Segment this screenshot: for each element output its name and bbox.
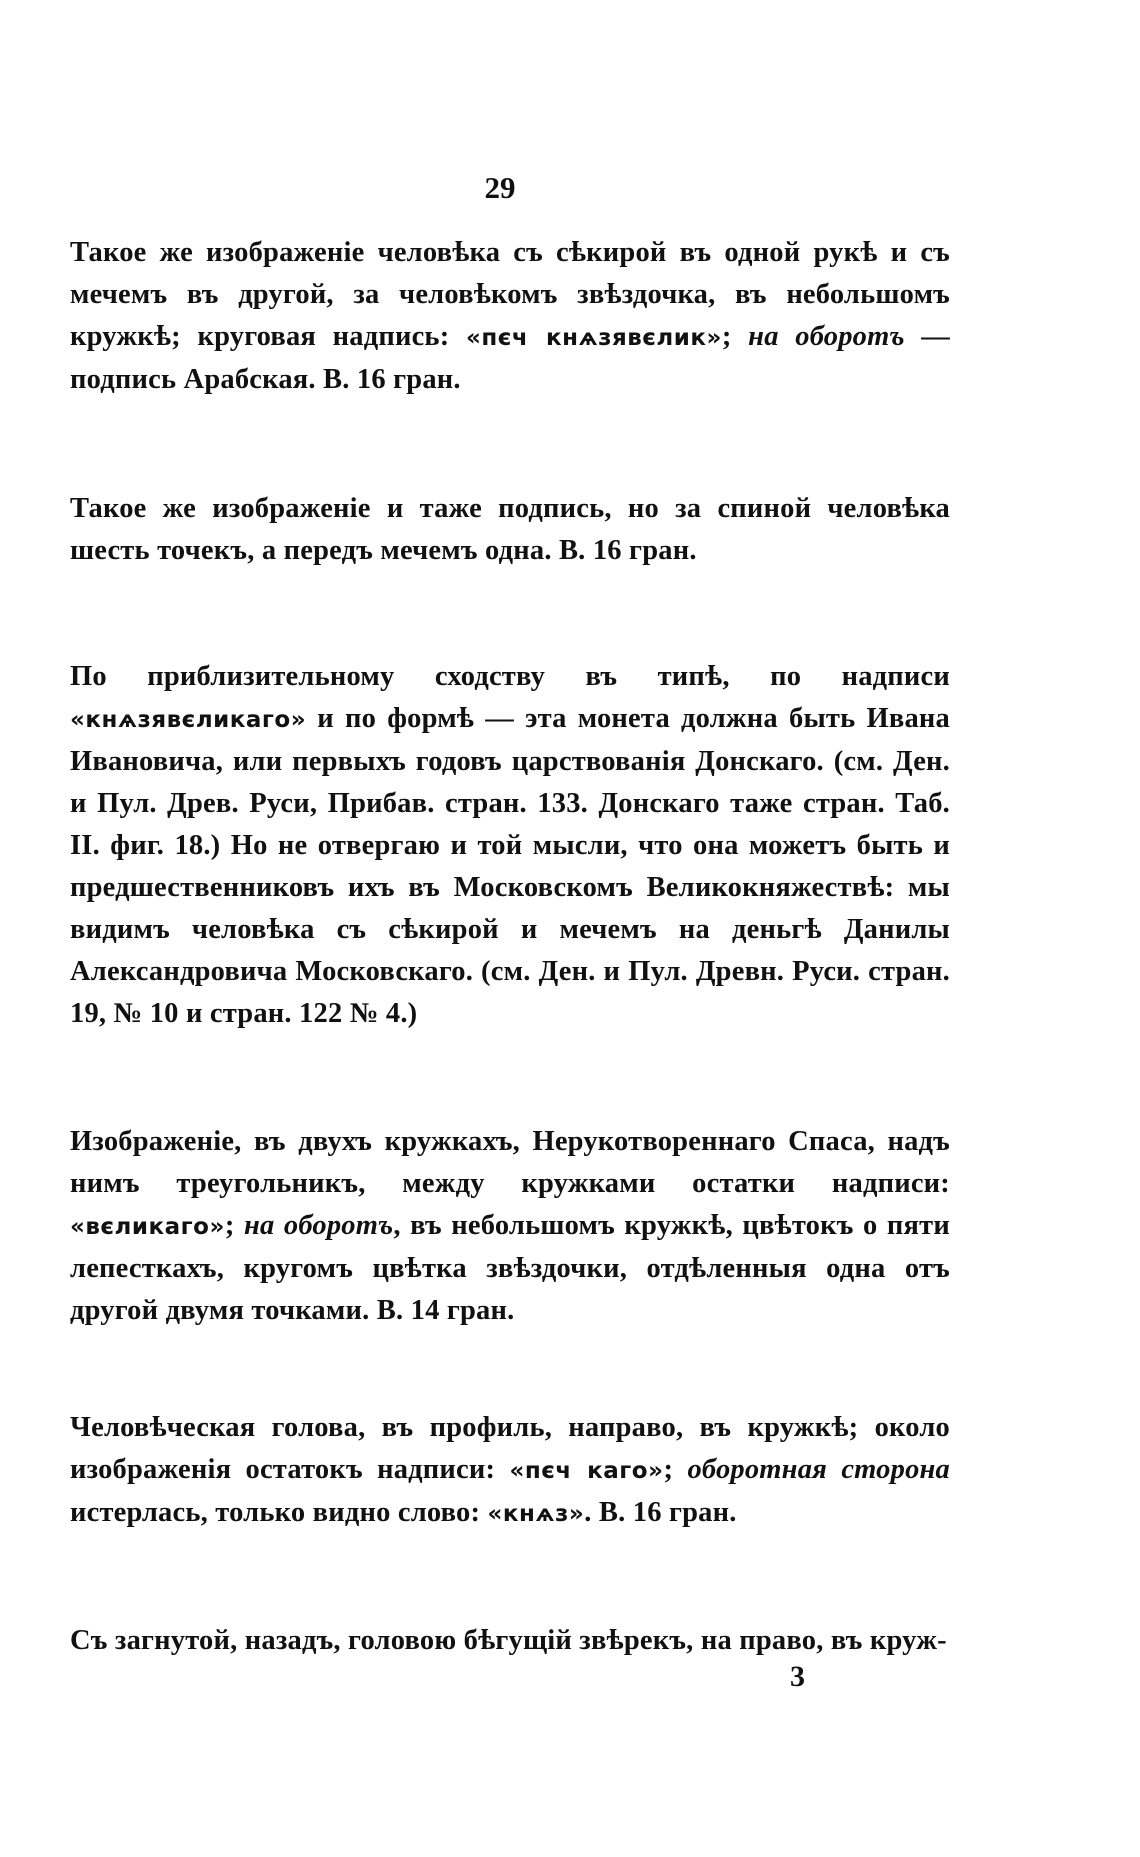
inscription-text: «пєч каго» [509, 1458, 664, 1484]
paragraph-1 [70, 232, 950, 401]
paragraph-3 [70, 656, 950, 1035]
paragraph-text: ; [224, 1210, 244, 1241]
paragraph-text: Такое же изображеніе и таже подпись, но за спиной человѣка шесть точекъ, а передъ мечемъ одна. В. 16 гран. [70, 493, 950, 566]
paragraph-text: ; [663, 1454, 688, 1485]
paragraph-text: По приблизительному сходству въ типѣ, по надписи [70, 661, 950, 692]
paragraph-text: и по формѣ — эта монета должна быть Ивана Ивановича, или первыхъ годовъ царствованія Донскаго. (см. Ден. и Пул. Древ. Руси, Прибав. стран. 133. Донскаго таже стран. Таб. II. фиг. 18.) Но не отвергаю и той мысли, что она можетъ быть и предшественниковъ ихъ въ Московскомъ Великокняжествѣ: мы видимъ человѣка съ сѣкирой и мечемъ на деньгѣ Данилы Александровича Московскаго. (см. Ден. и Пул. Древн. Руси. стран. 19, № 10 и стран. 122 № 4.) [70, 703, 950, 1029]
printer-signature-mark: 3 [790, 1660, 805, 1693]
paragraph-text: истерлась, только видно слово: [70, 1497, 488, 1528]
paragraph-2 [70, 488, 950, 572]
inscription-text: «вєликаго» [70, 1214, 225, 1240]
paragraph-text: ; [721, 321, 749, 352]
paragraph-4 [70, 1121, 950, 1332]
inscription-text: «кнѧзявєликаго» [70, 707, 307, 733]
page-number: 29 [484, 170, 516, 205]
italic-text: на оборотъ [243, 1210, 394, 1241]
paragraph-text: , въ небольшомъ кружкѣ, цвѣтокъ о пяти лепесткахъ, кругомъ цвѣтка звѣздочки, отдѣленныя одна отъ другой двумя точками. В. 14 гран. [70, 1210, 950, 1326]
italic-text: на оборотъ [748, 321, 905, 352]
paragraph-text: Человѣческая голова, въ профиль, направо, въ кружкѣ; около изображенія остатокъ надписи: [70, 1412, 950, 1485]
inscription-text: «кнѧз» [487, 1501, 585, 1527]
paragraph-5 [70, 1407, 950, 1535]
inscription-text: «пєч кнѧзявєлик» [466, 325, 722, 351]
paragraph-text: . В. 16 гран. [584, 1497, 737, 1528]
paragraph-6 [70, 1620, 950, 1662]
paragraph-text: Изображеніе, въ двухъ кружкахъ, Нерукотвореннаго Спаса, надъ нимъ треугольникъ, между кружками остатки надписи: [70, 1126, 950, 1199]
italic-text: оборотная сторона [687, 1454, 950, 1485]
paragraph-text: — подпись Арабская. В. 16 гран. [70, 321, 950, 395]
paragraph-text: Съ загнутой, назадъ, головою бѣгущій звѣрекъ, на право, въ круж- [70, 1625, 947, 1656]
paragraph-text: Такое же изображеніе человѣка съ сѣкирой въ одной рукѣ и съ мечемъ въ другой, за человѣкомъ звѣздочка, въ небольшомъ кружкѣ; круговая надпись: [70, 237, 950, 352]
